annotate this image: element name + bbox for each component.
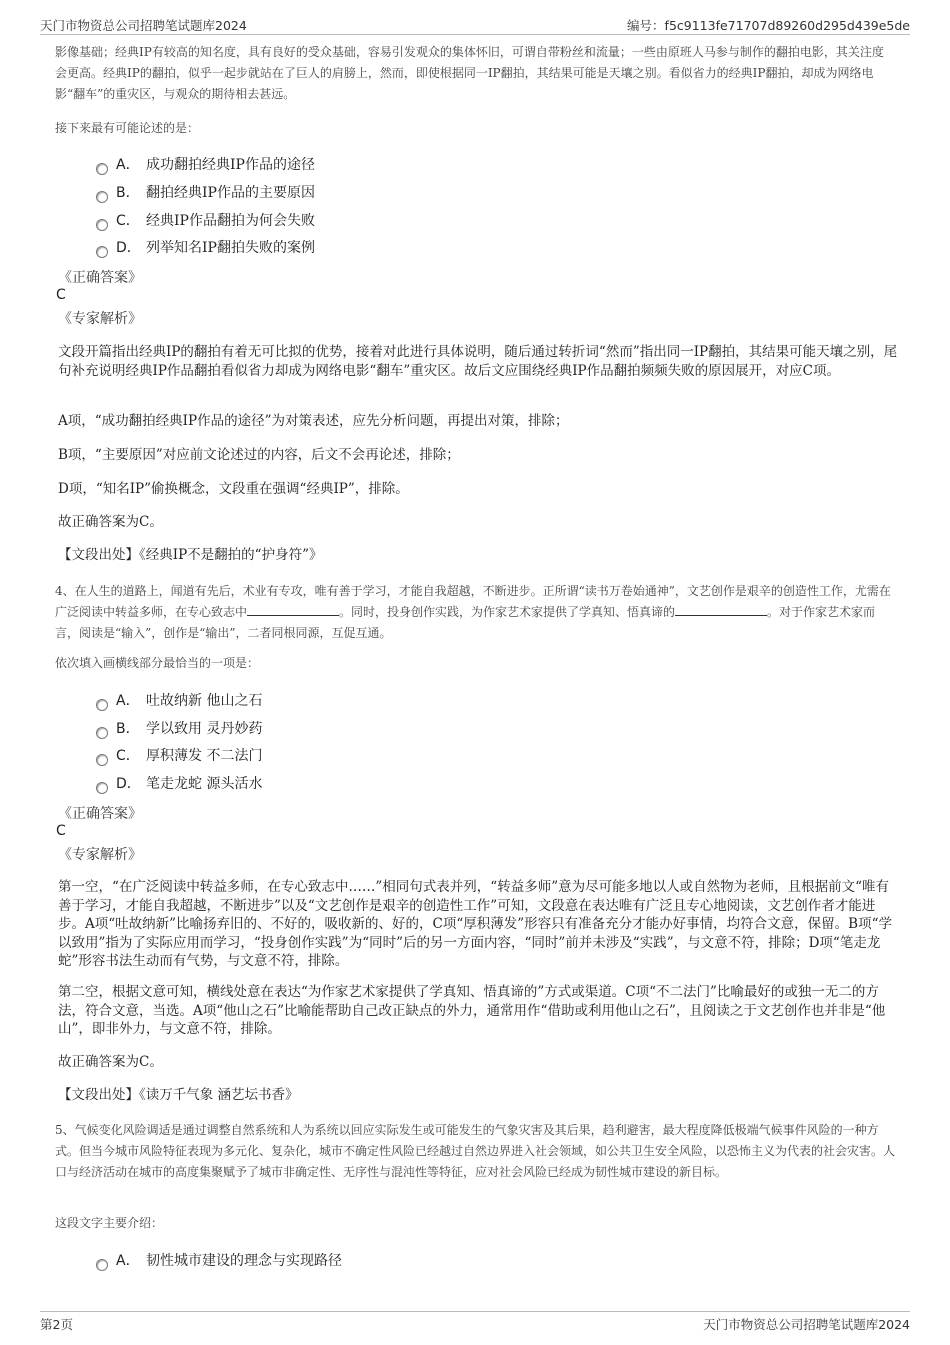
q3-analysis-p1: 文段开篇指出经典IP的翻拍有着无可比拟的优势，接着对此进行具体说明，随后通过转折词“然而”指出同一IP翻拍，其结果可能天壤之别，尾句补充说明经典IP作品翻拍看似省力却成为网络电影“翻车”重灾区。故后文应围绕经典IP作品翻拍频频失败的原因展开，对应C项。 <box>58 344 898 379</box>
radio-icon[interactable] <box>96 699 108 711</box>
q3-source: 【文段出处】《经典IP不是翻拍的“护身符”》 <box>58 547 323 563</box>
q5-stem: 这段文字主要介绍： <box>55 1216 164 1230</box>
radio-icon[interactable] <box>96 246 108 258</box>
q5-passage: 5、气候变化风险调适是通过调整自然系统和人为系统以回应实际发生或可能发生的气象灾害及其后果，趋利避害，最大程度降低极端气候事件风险的一种方式。但当今城市风险特征表现为多元化、复杂化，城市不确定性风险已经越过自然边界进入社会领域，如公共卫生安全风险，以恐怖主义为代表的社会灾害。人口与经济活动在城市的高度集聚赋予了城市非确定性、无序性与混沌性等特征，应对社会风险已经成为韧性城市建设的新目标。 <box>55 1123 896 1179</box>
q3-option-b[interactable]: B． 翻拍经典IP作品的主要原因 <box>96 182 315 202</box>
q4-answer: C <box>56 823 66 839</box>
q3-analysis-p5: 故正确答案为C。 <box>58 514 163 530</box>
header-title: 天门市物资总公司招聘笔试题库2024 <box>40 18 247 33</box>
q3-passage: 影像基础；经典IP有较高的知名度，具有良好的受众基础，容易引发观众的集体怀旧，可谓自带粉丝和流量；一些由原班人马参与制作的翻拍电影，其关注度会更高。经典IP的翻拍，似乎一起步就站在了巨人的肩膀上，然而，即使根据同一IP翻拍，其结果可能是天壤之别。看似省力的经典IP翻拍，却成为网络电影“翻车”的重灾区，与观众的期待相去甚远。 <box>55 45 884 101</box>
q5-option-a[interactable]: A． 韧性城市建设的理念与实现路径 <box>96 1250 342 1270</box>
q4-source: 【文段出处】《读万千气象 涵艺坛书香》 <box>58 1087 299 1103</box>
q3-stem: 接下来最有可能论述的是： <box>55 121 200 135</box>
q4-blank-2 <box>675 603 767 616</box>
q3-analysis-label: 《专家解析》 <box>58 311 142 327</box>
radio-icon[interactable] <box>96 782 108 794</box>
q3-answer: C <box>56 287 66 303</box>
q3-analysis-p2: A项，“成功翻拍经典IP作品的途径”为对策表述，应先分析问题，再提出对策，排除； <box>58 413 569 429</box>
page-header <box>40 14 910 35</box>
q4-option-c[interactable]: C． 厚积薄发 不二法门 <box>96 745 262 765</box>
q4-passage: 4、在人生的道路上，闻道有先后，术业有专攻，唯有善于学习，才能自我超越，不断进步。正所谓“读书万卷始通神”，文艺创作是艰辛的创造性工作，尤需在广泛阅读中转益多师，在专心致志中 。同时，投身创作实践，为作家艺术家提供了学真知、悟真谛的 。对于作家艺术家而言，阅读是“输入”，创作是“输出”，二者同根同源，互促互通。 <box>55 584 891 640</box>
q4-analysis-label: 《专家解析》 <box>58 847 142 863</box>
page-number: 第2页 <box>40 1317 73 1332</box>
q4-option-d[interactable]: D． 笔走龙蛇 源头活水 <box>96 773 262 793</box>
radio-icon[interactable] <box>96 1259 108 1271</box>
q4-stem: 依次填入画横线部分最恰当的一项是： <box>55 656 260 670</box>
radio-icon[interactable] <box>96 191 108 203</box>
footer-title: 天门市物资总公司招聘笔试题库2024 <box>703 1317 910 1332</box>
q3-option-c[interactable]: C． 经典IP作品翻拍为何会失败 <box>96 210 315 230</box>
q3-option-a[interactable]: A． 成功翻拍经典IP作品的途径 <box>96 154 315 174</box>
q3-analysis-p3: B项，“主要原因”对应前文论述过的内容，后文不会再论述，排除； <box>58 447 460 463</box>
q4-analysis-p3: 故正确答案为C。 <box>58 1054 163 1070</box>
radio-icon[interactable] <box>96 219 108 231</box>
q3-analysis-p4: D项，“知名IP”偷换概念，文段重在强调“经典IP”，排除。 <box>58 481 409 497</box>
page-footer <box>40 1311 910 1334</box>
q4-option-b[interactable]: B． 学以致用 灵丹妙药 <box>96 718 262 738</box>
q3-answer-label: 《正确答案》 <box>58 270 142 286</box>
q4-option-a[interactable]: A． 吐故纳新 他山之石 <box>96 690 262 710</box>
q4-analysis-p1: 第一空，“在广泛阅读中转益多师，在专心致志中……”相同句式表并列，“转益多师”意为尽可能多地以人或自然物为老师，且根据前文“唯有善于学习，才能自我超越，不断进步”以及“文艺创作是艰辛的创造性工作”可知，文段意在表达唯有广泛且专心地阅读，文艺创作者才能进步。A项“吐故纳新”比喻扬弃旧的、不好的，吸收新的、好的，C项“厚积薄发”形容只有准备充分才能办好事情，均符合文意，保留。B项“学以致用”指为了实际应用而学习，“投身创作实践”为“同时”后的另一方面内容，“同时”前并未涉及“实践”，与文意不符，排除；D项“笔走龙蛇”形容书法生动而有气势，与文意不符，排除。 <box>58 879 893 969</box>
radio-icon[interactable] <box>96 754 108 766</box>
q4-blank-1 <box>247 603 339 616</box>
q4-analysis-p2: 第二空，根据文意可知，横线处意在表达“为作家艺术家提供了学真知、悟真谛的”方式或渠道。C项“不二法门”比喻最好的或独一无二的方法，符合文意，当选。A项“他山之石”比喻能帮助自己改正缺点的外力，通常用作“借助或利用他山之石”，且阅读之于文艺创作也并非是“他山”，即非外力，与文意不符，排除。 <box>58 984 886 1037</box>
q4-answer-label: 《正确答案》 <box>58 806 142 822</box>
radio-icon[interactable] <box>96 727 108 739</box>
q3-option-d[interactable]: D． 列举知名IP翻拍失败的案例 <box>96 237 315 257</box>
radio-icon[interactable] <box>96 163 108 175</box>
header-doc-id: 编号：f5c9113fe71707d89260d295d439e5de <box>627 18 910 33</box>
